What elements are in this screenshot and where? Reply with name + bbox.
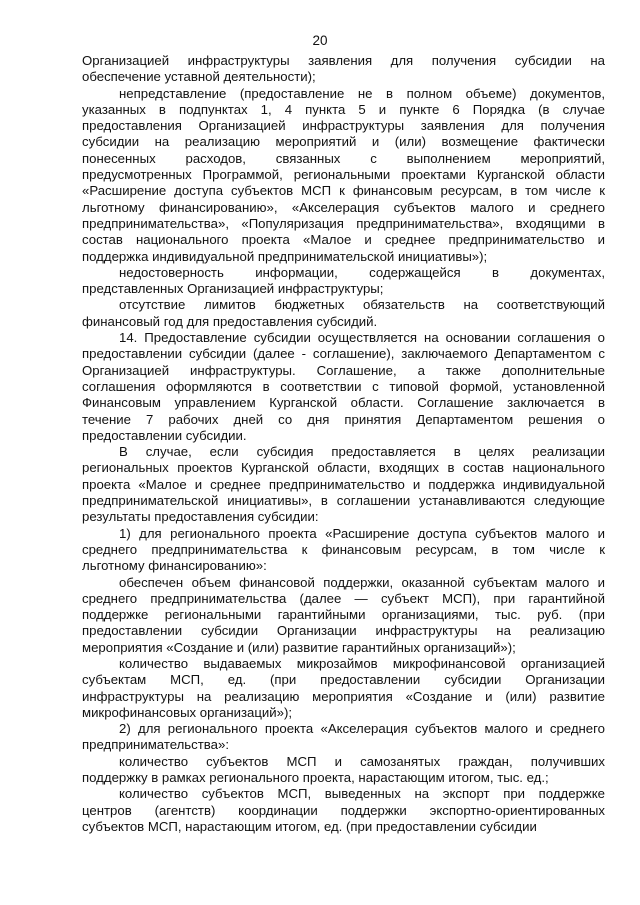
text-line: субъектам МСП, ед. (при предоставлении субсидии Организации [82,672,605,688]
text-line: В случае, если субсидия предоставляется в целях реализации [119,444,605,460]
paragraph [82,526,605,575]
text-line: среднего предпринимательства к финансовым ресурсам, в том числе к [82,541,605,557]
text-line: течение 7 рабочих дней со дня принятия Департаментом решения о [82,411,605,427]
text-line: отсутствие лимитов бюджетных обязательств на соответствующий [119,297,605,313]
text-line: поддержку в рамках регионального проекта, нарастающим итогом, тыс. ед.; [82,770,549,786]
text-line: льготному финансированию»: [82,558,267,574]
text-line: мероприятия «Создание и (или) развитие гарантийных организаций»); [82,639,516,655]
text-line: субъектов МСП, нарастающим итогом, ед. (при предоставлении субсидии [82,818,537,834]
text-line: предоставления Организацией инфраструктуры заявления для получения [82,118,605,134]
text-line: поддержке региональными гарантийными организациями, тыс. руб. (при [82,607,605,623]
text-line: Организацией инфраструктуры. Соглашение, а также дополнительные [82,362,605,378]
page-number: 20 [312,33,328,48]
text-line: среднего предпринимательства (далее — субъект МСП), при гарантийной [82,590,605,606]
text-line: предпринимательской инициативы», в соглашении устанавливаются следующие [82,493,605,509]
paragraph [82,86,605,265]
paragraph [82,265,605,298]
paragraph [82,53,605,86]
paragraph [82,786,605,835]
text-line: предпринимательства»: [82,737,229,753]
text-line: Организацией инфраструктуры заявления для получения субсидии на [82,53,605,68]
text-line: количество выдаваемых микрозаймов микрофинансовой организацией [119,655,605,671]
text-line: предоставлении субсидии (далее - соглашение), заключаемого Департаментом с [82,346,605,362]
document-body [82,53,605,835]
text-line: проекта «Малое и среднее предпринимательство и поддержка индивидуальной [82,476,605,492]
text-line: финансовый год для предоставления субсидий. [82,313,378,329]
text-line: 1) для регионального проекта «Расширение доступа субъектов малого и [119,525,605,541]
text-line: субсидии на реализацию мероприятий и (или) возмещение фактически [82,134,605,150]
text-line: понесенных расходов, связанных с выполнением мероприятий, [82,150,605,166]
text-line: инфраструктуры на реализацию мероприятия «Создание и (или) развитие [82,688,605,704]
text-line: 2) для регионального проекта «Акселерация субъектов малого и среднего [119,721,605,737]
paragraph [82,444,605,525]
text-line: непредставление (предоставление не в полном объеме) документов, [119,85,605,101]
text-line: предоставлении субсидии Организации инфраструктуры на реализацию [82,623,605,639]
text-line: поддержка индивидуальной предпринимательской инициативы»); [82,248,488,264]
text-line: недостоверность информации, содержащейся в документах, [119,264,605,280]
text-line: микрофинансовых организаций»); [82,704,293,720]
text-line: Финансовым управлением Курганской области. Соглашение заключается в [82,395,605,411]
text-line: обеспечен объем финансовой поддержки, оказанной субъектам малого и [119,574,605,590]
text-line: льготному финансированию», «Акселерация субъектов малого и среднего [82,199,605,215]
text-line: состав национального проекта «Малое и среднее предпринимательство и [82,232,605,248]
text-line: центров (агентств) координации поддержки экспортно-ориентированных [82,802,605,818]
text-line: указанных в подпунктах 1, 4 пункта 5 и пункте 6 Порядка (в случае [82,101,605,117]
text-line: количество субъектов МСП и самозанятых граждан, получивших [119,753,605,769]
paragraph [82,754,605,787]
text-line: результаты предоставления субсидии: [82,509,319,525]
text-line: соглашения оформляются в соответствии с типовой формой, установленной [82,378,605,394]
paragraph [82,656,605,721]
text-line: предпринимательства», «Популяризация предпринимательства», входящими в [82,215,605,231]
paragraph [82,330,605,444]
paragraph [82,721,605,754]
text-line: 14. Предоставление субсидии осуществляется на основании соглашения о [119,330,605,346]
text-line: предусмотренных Программой, региональными проектами Курганской области [82,167,605,183]
text-line: «Расширение доступа субъектов МСП к финансовым ресурсам, в том числе к [82,183,605,199]
paragraph [82,297,605,330]
paragraph [82,575,605,656]
text-line: количество субъектов МСП, выведенных на экспорт при поддержке [119,786,605,802]
text-line: предоставлении субсидии. [82,427,247,443]
text-line: обеспечение уставной деятельности); [82,69,316,85]
text-line: региональных проектов Курганской области, входящих в состав национального [82,460,605,476]
text-line: представленных Организацией инфраструктуры; [82,281,384,297]
